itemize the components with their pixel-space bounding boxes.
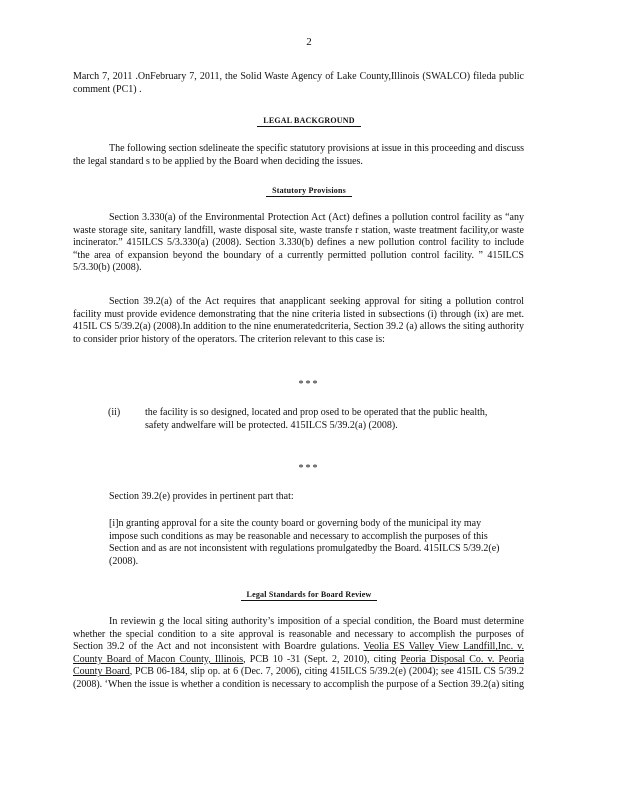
following-paragraph: The following section sdelineate the specific statutory provisions at issue in this proceeding and discuss the legal standard s to be applied by the Board when deciding the issues. [73, 143, 524, 167]
review-text-a: In reviewin g the local siting authority’s imposition of a special condition, the Board must determine whether the special condition to a site approval is reasonable and necessary to accomplish the purposes of Section 39.2 of the Act and not inconsistent with Boardre gulations. [73, 616, 524, 653]
legal-background-heading [0, 116, 618, 125]
section-3330-paragraph: Section 3.330(a) of the Environmental Protection Act (Act) defines a pollution control facility as “any waste storage site, sanitary landfill, waste disposal site, waste transfe r station, waste treatment facility,or waste incinerator.” 415ILCS 5/3.330(a) (2008). Section 3.330(b) defines a new pollution control facility to include “the area of expansion beyond the boundary of a currently permitted pollution control facility. ” 415ILCS 5/3.30(b) (2008). [73, 212, 524, 274]
legal-background-heading-text: LEGAL BACKGROUND [257, 116, 360, 127]
section-392a-paragraph: Section 39.2(a) of the Act requires that anapplicant seeking approval for siting a pollution control facility must provide evidence demonstrating that the nine criteria listed in subsections (i) through (ix) are met. 415IL CS 5/39.2(a) (2008).In addition to the nine enumeratedcriteria, Section 39.2 (a) allows the siting authority to consider prior history of the operators. The criterion relevant to this case is: [73, 296, 524, 345]
legal-standards-heading [0, 590, 618, 599]
item-ii-text: the facility is so designed, located and prop osed to be operated that the public health, safety andwelfare will be protected. 415ILCS 5/39.2(a) (2008). [145, 407, 488, 431]
statutory-provisions-heading-text: Statutory Provisions [266, 186, 352, 197]
intro-paragraph: March 7, 2011 .OnFebruary 7, 2011, the Solid Waste Agency of Lake County,Illinois (SWALCO) fileda public comment (PC1) . [73, 71, 524, 95]
legal-standards-heading-text: Legal Standards for Board Review [241, 590, 378, 601]
section-392e-quote: [i]n granting approval for a site the county board or governing body of the municipal ity may impose such conditions as may be reasonable and necessary to accomplish the purposes of this Section and as are not inconsistent with regulations promulgatedby the Board. 415ILCS 5/39.2(e) (2008). [109, 518, 500, 567]
section-392e-paragraph: Section 39.2(e) provides in pertinent part that: [109, 491, 294, 502]
review-text-b: , PCB 10 -31 (Sept. 2, 2010), citing [243, 653, 401, 665]
section-break-stars-1: *** [298, 379, 320, 390]
page-number: 2 [306, 36, 312, 48]
section-break-stars-2: *** [298, 463, 320, 474]
item-ii-number: (ii) [108, 407, 121, 418]
review-text-c: , PCB 06-184, slip op. at 6 (Dec. 7, 2006), citing 415ILCS 5/39.2(e) (2004); see 415IL CS 5/39.2 (2008). ‘When the issue is whether a condition is necessary to accomplish the purpose of a Section 39.2(a) siting [73, 666, 524, 690]
statutory-provisions-heading [0, 186, 618, 195]
case-citation-peoria: Peoria Disposal Co. v. Peoria County Board [73, 653, 524, 678]
review-paragraph [73, 616, 524, 692]
case-citation-veolia: Veolia ES Valley View Landfill,Inc. v. County Board of Macon County, Illinois [73, 641, 524, 665]
